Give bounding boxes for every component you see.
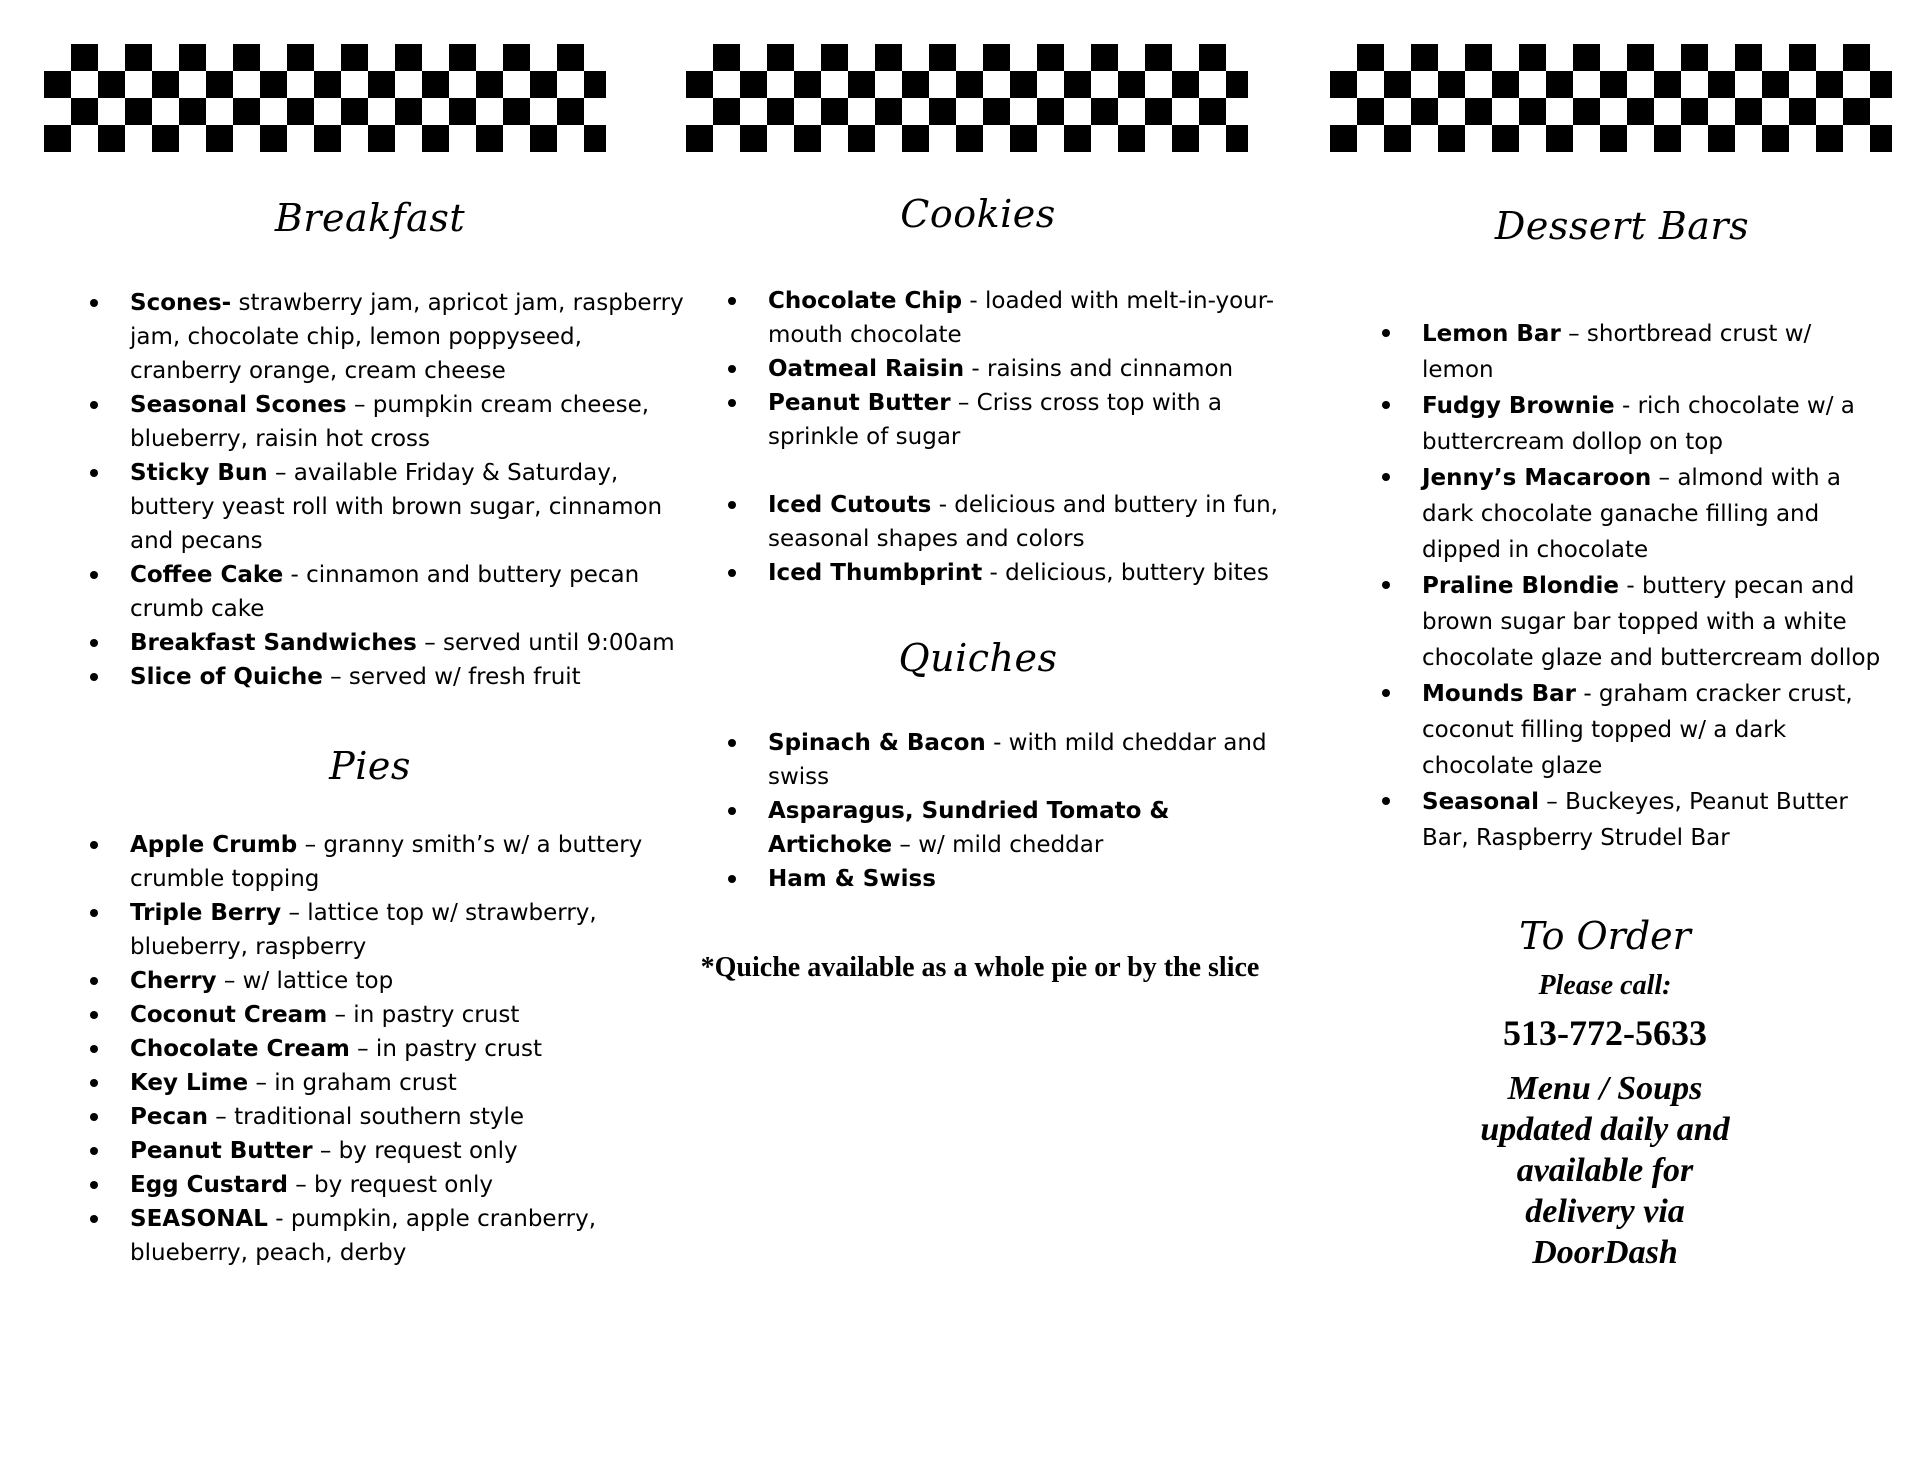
cookies-list-2 bbox=[728, 488, 1288, 590]
menu-item-description: – granny smith’s w/ a buttery crumble topping bbox=[130, 832, 643, 892]
menu-item-name: Chocolate Cream bbox=[130, 1036, 350, 1062]
menu-item bbox=[90, 1134, 690, 1168]
menu-item bbox=[90, 286, 690, 388]
menu-item-name: Coconut Cream bbox=[130, 1002, 328, 1028]
order-section bbox=[1460, 914, 1750, 1273]
menu-item-description: – w/ lattice top bbox=[223, 968, 394, 994]
menu-item-name: Iced Cutouts bbox=[768, 492, 932, 518]
menu-item-name: Jenny’s Macaroon bbox=[1422, 465, 1652, 491]
column-right bbox=[1382, 204, 1882, 856]
menu-item bbox=[728, 284, 1288, 352]
dessert-bars-heading: Dessert Bars bbox=[1494, 204, 1750, 248]
menu-item-description: - delicious, buttery bites bbox=[989, 560, 1269, 586]
menu-item bbox=[1382, 388, 1882, 460]
menu-item-description: - with mild cheddar and swiss bbox=[768, 730, 1267, 790]
menu-item-description: – by request only bbox=[295, 1172, 493, 1198]
menu-item-name: Peanut Butter bbox=[768, 390, 951, 416]
pies-list bbox=[90, 828, 690, 1270]
menu-item-description: – in pastry crust bbox=[334, 1002, 520, 1028]
menu-item bbox=[90, 828, 690, 896]
menu-item-description: – w/ mild cheddar bbox=[899, 832, 1104, 858]
menu-item-description: – pumpkin cream cheese, blueberry, raisin hot cross bbox=[130, 392, 650, 452]
menu-item bbox=[90, 1100, 690, 1134]
menu-item-name: Egg Custard bbox=[130, 1172, 288, 1198]
menu-item-description: – lattice top w/ strawberry, blueberry, raspberry bbox=[130, 900, 597, 960]
menu-item-description: – Buckeyes, Peanut Butter Bar, Raspberry Strudel Bar bbox=[1422, 789, 1848, 851]
menu-item bbox=[90, 1032, 690, 1066]
menu-item-name: Scones- bbox=[130, 290, 232, 316]
menu-item-name: Seasonal Scones bbox=[130, 392, 347, 418]
menu-item-description: – available Friday & Saturday, buttery yeast roll with brown sugar, cinnamon and pecans bbox=[130, 460, 663, 554]
menu-item-description: – Criss cross top with a sprinkle of sugar bbox=[768, 390, 1223, 450]
dessert-bars-list bbox=[1382, 316, 1882, 856]
pies-heading: Pies bbox=[329, 744, 411, 788]
menu-item bbox=[90, 998, 690, 1032]
menu-item-description: - graham cracker crust, coconut filling topped w/ a dark chocolate glaze bbox=[1422, 681, 1853, 779]
menu-item-description: - loaded with melt-in-your-mouth chocolate bbox=[768, 288, 1275, 348]
menu-item-description: – almond with a dark chocolate ganache filling and dipped in chocolate bbox=[1422, 465, 1841, 563]
menu-item bbox=[90, 456, 690, 558]
menu-item-name: Peanut Butter bbox=[130, 1138, 313, 1164]
breakfast-heading: Breakfast bbox=[274, 196, 466, 240]
breakfast-list bbox=[90, 286, 690, 694]
menu-item-name: Cherry bbox=[130, 968, 217, 994]
menu-item-name: Breakfast Sandwiches bbox=[130, 630, 417, 656]
quiche-note: *Quiche available as a whole pie or by the slice bbox=[700, 952, 1260, 983]
menu-item-name: Spinach & Bacon bbox=[768, 730, 986, 756]
menu-item-name: Chocolate Chip bbox=[768, 288, 963, 314]
menu-item-description: – traditional southern style bbox=[215, 1104, 524, 1130]
menu-item bbox=[90, 896, 690, 964]
menu-item bbox=[90, 626, 690, 660]
menu-item bbox=[728, 794, 1288, 862]
cookies-list bbox=[728, 284, 1288, 454]
menu-item-name: Fudgy Brownie bbox=[1422, 393, 1615, 419]
menu-item-name: Triple Berry bbox=[130, 900, 282, 926]
call-label: Please call: bbox=[1538, 970, 1672, 1001]
menu-item-name: Praline Blondie bbox=[1422, 573, 1620, 599]
menu-item bbox=[1382, 316, 1882, 388]
order-heading: To Order bbox=[1519, 914, 1691, 958]
menu-item bbox=[728, 862, 1288, 896]
column-left bbox=[90, 196, 690, 1270]
menu-item-description: – in pastry crust bbox=[357, 1036, 542, 1062]
menu-item-description: - buttery pecan and brown sugar bar topped with a white chocolate glaze and buttercream dollop bbox=[1422, 573, 1881, 671]
menu-item-name: Mounds Bar bbox=[1422, 681, 1576, 707]
menu-item bbox=[90, 1066, 690, 1100]
menu-item-name: Iced Thumbprint bbox=[768, 560, 983, 586]
menu-item bbox=[90, 388, 690, 456]
menu-item-description: – served w/ fresh fruit bbox=[330, 664, 581, 690]
menu-item-description: - delicious and buttery in fun, seasonal shapes and colors bbox=[768, 492, 1278, 552]
menu-item bbox=[90, 964, 690, 998]
checkered-banner bbox=[44, 44, 606, 152]
menu-item-name: Seasonal bbox=[1422, 789, 1539, 815]
menu-item bbox=[728, 556, 1288, 590]
menu-item-description: - raisins and cinnamon bbox=[971, 356, 1234, 382]
menu-item bbox=[728, 386, 1288, 454]
menu-item-description: strawberry jam, apricot jam, raspberry jam, chocolate chip, lemon poppyseed, cranberry orange, cream cheese bbox=[130, 290, 684, 384]
menu-item-description: - cinnamon and buttery pecan crumb cake bbox=[130, 562, 640, 622]
checkered-banner bbox=[686, 44, 1248, 152]
menu-item-description: – by request only bbox=[319, 1138, 518, 1164]
menu-item-description: – shortbread crust w/ lemon bbox=[1422, 321, 1812, 383]
menu-item bbox=[1382, 784, 1882, 856]
menu-item-description: – in graham crust bbox=[255, 1070, 457, 1096]
quiches-list bbox=[728, 726, 1288, 896]
menu-item bbox=[728, 352, 1288, 386]
menu-item-name: Key Lime bbox=[130, 1070, 249, 1096]
menu-item-name: Sticky Bun bbox=[130, 460, 268, 486]
menu-item-name: Oatmeal Raisin bbox=[768, 356, 965, 382]
menu-item-name: Slice of Quiche bbox=[130, 664, 323, 690]
menu-item bbox=[1382, 568, 1882, 676]
quiches-heading: Quiches bbox=[898, 636, 1058, 680]
menu-item bbox=[90, 558, 690, 626]
menu-item-description: - rich chocolate w/ a buttercream dollop on top bbox=[1422, 393, 1855, 455]
checkered-banner bbox=[1330, 44, 1892, 152]
menu-item bbox=[90, 1202, 690, 1270]
menu-item-name: Coffee Cake bbox=[130, 562, 284, 588]
menu-item-name: Apple Crumb bbox=[130, 832, 298, 858]
menu-item bbox=[1382, 676, 1882, 784]
menu-item bbox=[728, 488, 1288, 556]
menu-item-name: SEASONAL bbox=[130, 1206, 268, 1232]
order-info: Menu / Soups updated daily and available for delivery via DoorDash bbox=[1480, 1070, 1730, 1271]
phone-number[interactable]: 513-772-5633 bbox=[1503, 1013, 1707, 1053]
menu-item-name: Asparagus, Sundried Tomato & Artichoke bbox=[768, 798, 1170, 858]
menu-item bbox=[90, 1168, 690, 1202]
column-middle bbox=[728, 192, 1288, 896]
menu-item-description: - pumpkin, apple cranberry, blueberry, peach, derby bbox=[130, 1206, 597, 1266]
menu-item bbox=[728, 726, 1288, 794]
cookies-heading: Cookies bbox=[900, 192, 1056, 236]
menu-item bbox=[90, 660, 690, 694]
menu-item bbox=[1382, 460, 1882, 568]
menu-item-name: Pecan bbox=[130, 1104, 208, 1130]
menu-item-name: Lemon Bar bbox=[1422, 321, 1561, 347]
menu-item-description: – served until 9:00am bbox=[424, 630, 675, 656]
menu-item-name: Ham & Swiss bbox=[768, 866, 936, 892]
